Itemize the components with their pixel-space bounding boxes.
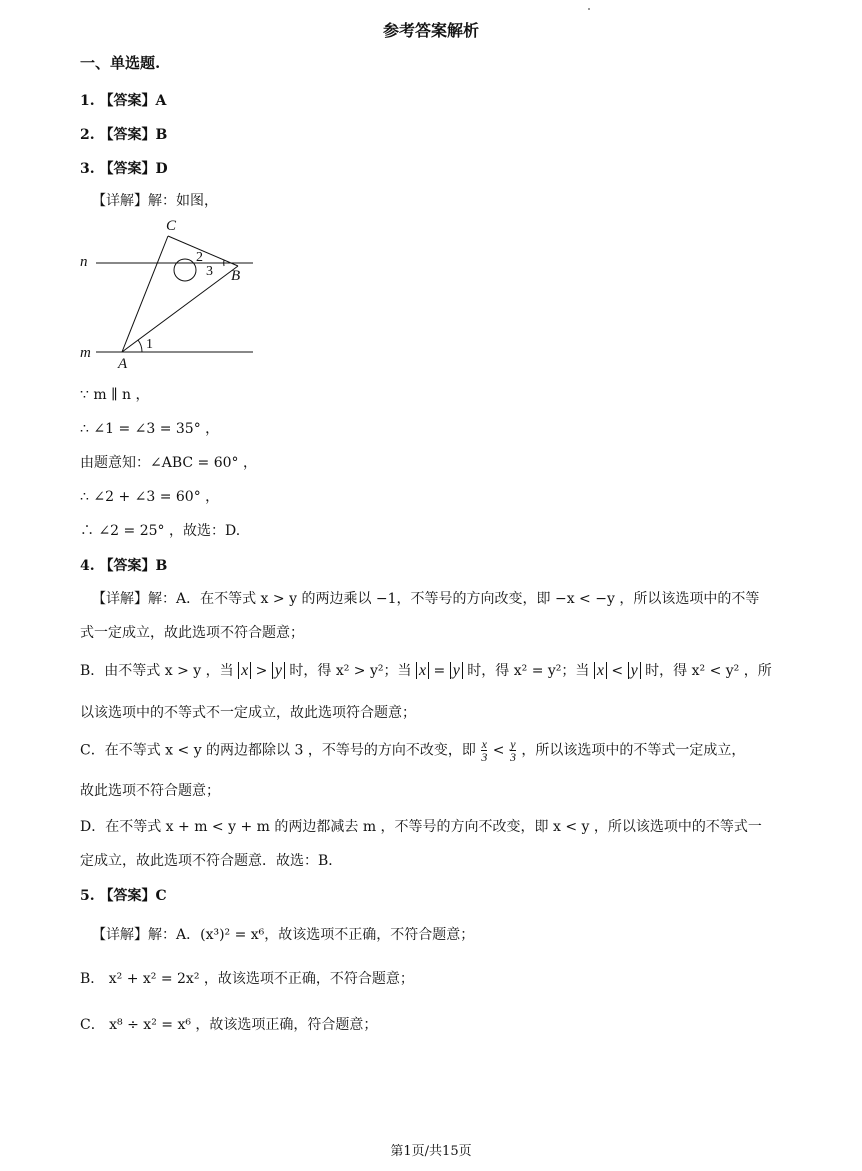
q4-b-lt: < [611,663,624,679]
q4-b-text-1: B．由不等式 x > y ，当 [80,663,234,679]
page-footer: 第1页/共15页 [390,1144,472,1159]
q3-step-2: ∴ ∠1 = ∠3 = 35° ， [80,421,220,437]
q4-option-c-line-2: 故此选项不符合题意； [80,783,220,799]
label-1: 1 [146,337,153,352]
label-2: 2 [196,250,203,265]
label-A: A [118,356,128,372]
label-B: B [231,268,241,284]
scan-speck [588,8,590,10]
abs-x: x [594,662,607,679]
q4-option-d-line-2: 定成立，故此选项不符合题意．故选：B． [80,853,343,869]
abs-y: y [628,662,641,679]
q4-b-text-4: 时，得 x² < y² ，所 [645,663,772,679]
q5-option-a: 【详解】解：A．(x³)² = x⁶，故该选项不正确，不符合题意； [92,927,475,943]
q3-step-4: ∴ ∠2 + ∠3 = 60° ， [80,489,220,505]
answer-3: 3. 【答案】D [80,161,168,177]
label-3: 3 [206,264,213,279]
fraction-x-over-3: $\frac{x}{3}$ [481,737,488,764]
q3-step-3: 由题意知：∠ABC = 60° ， [80,455,257,471]
fraction-y-over-3: $\frac{y}{3}$ [509,737,516,764]
abs-y: y [450,662,463,679]
q4-b-gt: > [255,663,268,679]
q3-step-1: ∵ m ∥ n ， [80,387,150,403]
q3-step-5: ∴ ∠2 = 25° ，故选：D. [80,523,241,539]
q4-option-a-line-2: 式一定成立，故此选项不符合题意； [80,625,304,641]
q5-option-b: B． x² + x² = 2x² ，故该选项不正确，不符合题意； [80,971,414,987]
label-C: C [166,218,177,234]
abs-x: x [416,662,429,679]
q4-b-text-3: 时，得 x² = y²；当 [467,663,590,679]
q4-option-b-line-2: 以该选项中的不等式不一定成立，故此选项符合题意； [80,705,416,721]
answer-5: 5. 【答案】C [80,888,167,904]
q3-intro: 【详解】解：如图， [92,193,218,209]
q4-option-b-line-1 [80,660,772,680]
answer-1: 1. 【答案】A [80,93,167,109]
q4-b-eq: = [433,663,446,679]
section-heading: 一、单选题. [80,54,161,72]
label-n: n [80,254,88,270]
q4-b-text-2: 时，得 x² > y²；当 [289,663,412,679]
answer-4: 4. 【答案】B [80,558,168,574]
q4-option-a-line-1: 【详解】解：A．在不等式 x > y 的两边乘以 −1，不等号的方向改变，即 −x < −y ，所以该选项中的不等 [92,591,760,607]
q4-c-text-2: ，所以该选项中的不等式一定成立， [521,742,746,759]
angle-circle-mark [174,259,196,281]
answer-2: 2. 【答案】B [80,127,168,143]
q4-c-lt: < [492,742,505,759]
abs-y: y [272,662,285,679]
q4-option-c-line-1 [80,738,745,763]
q4-c-text-1: C．在不等式 x < y 的两边都除以 3 ，不等号的方向不改变，即 [80,742,476,759]
label-m: m [80,345,91,361]
page-title: 参考答案解析 [382,21,479,40]
abs-x: x [238,662,251,679]
angle-arc-1 [138,340,142,352]
q5-option-c: C． x⁸ ÷ x² = x⁶ ，故该选项正确，符合题意； [80,1017,378,1033]
geometry-diagram [78,214,268,374]
q4-option-d-line-1: D．在不等式 x + m < y + m 的两边都减去 m ，不等号的方向不改变，即 x < y ，所以该选项中的不等式一 [80,819,762,835]
